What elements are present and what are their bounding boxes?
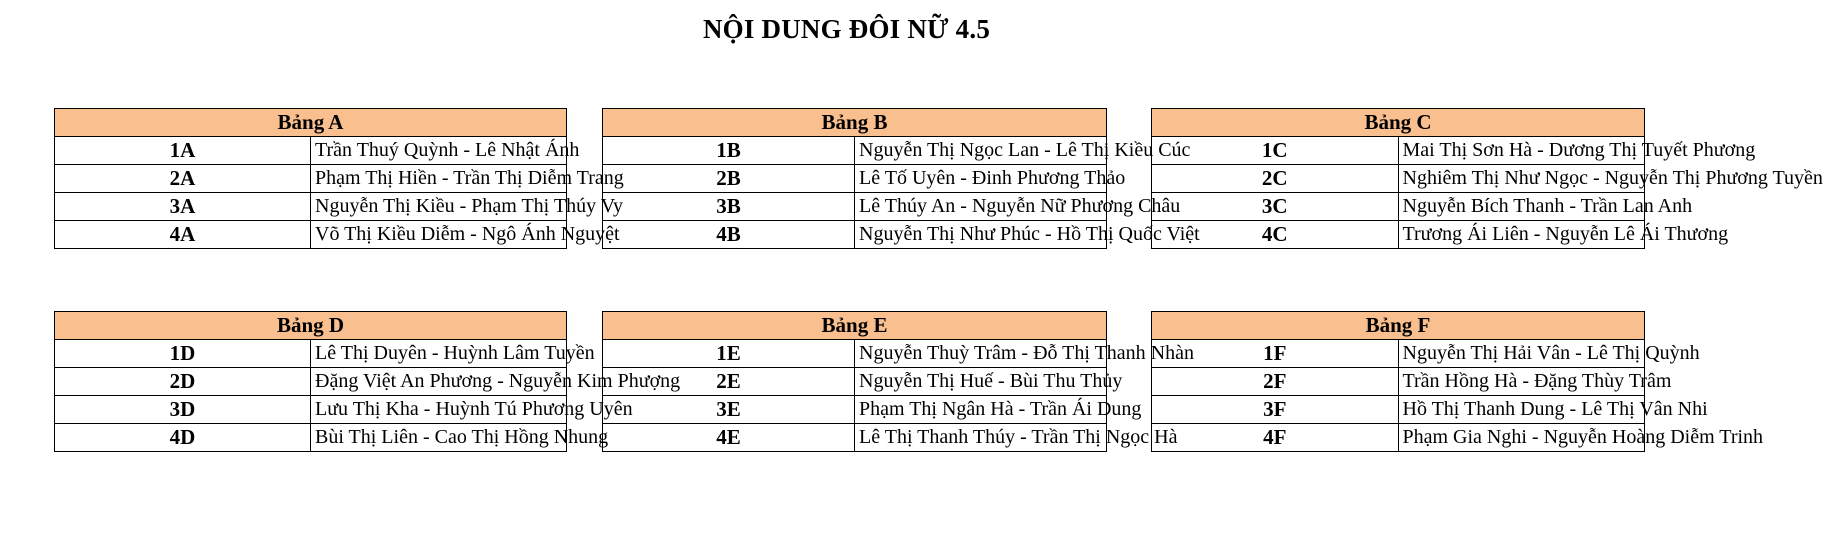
pair-names: Trương Ái Liên - Nguyễn Lê Ái Thương [1398,221,1645,249]
pair-names: Trần Hồng Hà - Đặng Thùy Trâm [1398,368,1645,396]
table-row [55,340,567,368]
pair-code: 3B [603,193,855,221]
table-row [1152,137,1645,165]
pair-code: 1F [1152,340,1399,368]
pair-code: 2D [55,368,311,396]
table-row [1152,396,1645,424]
group-header-c: Bảng C [1152,109,1645,137]
pair-names: Mai Thị Sơn Hà - Dương Thị Tuyết Phương [1398,137,1645,165]
table-row [603,193,1107,221]
pair-code: 2F [1152,368,1399,396]
table-row [1152,368,1645,396]
pair-code: 1D [55,340,311,368]
group-table-e [602,311,1194,452]
pair-names: Phạm Thị Hiền - Trần Thị Diễm Trang [311,165,567,193]
pair-names: Lê Tố Uyên - Đinh Phương Thảo [855,165,1107,193]
group-header-f: Bảng F [1152,312,1645,340]
table-row [603,137,1107,165]
pair-code: 4F [1152,424,1399,452]
pair-code: 4E [603,424,855,452]
table-row [1152,193,1645,221]
pair-names: Nguyễn Thị Ngọc Lan - Lê Thị Kiều Cúc [855,137,1107,165]
pair-names: Đặng Việt An Phương - Nguyễn Kim Phượng [311,368,567,396]
group-table-c [1151,108,1823,249]
pair-names: Phạm Thị Ngân Hà - Trần Ái Dung [855,396,1107,424]
page-title: NỘI DUNG ĐÔI NỮ 4.5 [702,14,991,44]
table-row [55,165,567,193]
pair-code: 4D [55,424,311,452]
table-row [603,165,1107,193]
pair-names: Võ Thị Kiều Diễm - Ngô Ánh Nguyệt [311,221,567,249]
pair-code: 3F [1152,396,1399,424]
pair-names: Nguyễn Bích Thanh - Trần Lan Anh [1398,193,1645,221]
pair-code: 1A [55,137,311,165]
table-row [55,137,567,165]
pair-names: Nguyễn Thị Huế - Bùi Thu Thủy [855,368,1107,396]
group-table-f [1151,311,1764,452]
pair-code: 3D [55,396,311,424]
pair-names: Phạm Gia Nghi - Nguyễn Hoàng Diễm Trinh [1398,424,1645,452]
group-header-a: Bảng A [55,109,567,137]
pair-code: 1B [603,137,855,165]
pair-code: 3E [603,396,855,424]
table-row [1152,165,1645,193]
pair-names: Lê Thị Thanh Thúy - Trần Thị Ngọc Hà [855,424,1107,452]
table-row [55,396,567,424]
pair-names: Hồ Thị Thanh Dung - Lê Thị Vân Nhi [1398,396,1645,424]
group-header-e: Bảng E [603,312,1107,340]
pair-names: Lê Thị Duyên - Huỳnh Lâm Tuyền [311,340,567,368]
pair-names: Lê Thúy An - Nguyễn Nữ Phương Châu [855,193,1107,221]
table-row [55,424,567,452]
table-row [603,340,1107,368]
group-header-b: Bảng B [603,109,1107,137]
pair-code: 2A [55,165,311,193]
table-row [603,396,1107,424]
table-row [55,221,567,249]
pair-names: Nguyễn Thuỳ Trâm - Đỗ Thị Thanh Nhàn [855,340,1107,368]
pair-code: 2E [603,368,855,396]
pair-code: 4C [1152,221,1399,249]
pair-names: Nguyễn Thị Kiều - Phạm Thị Thúy Vy [311,193,567,221]
pair-code: 1E [603,340,855,368]
table-row [1152,340,1645,368]
pair-names: Nguyễn Thị Hải Vân - Lê Thị Quỳnh [1398,340,1645,368]
group-header-d: Bảng D [55,312,567,340]
pair-names: Lưu Thị Kha - Huỳnh Tú Phương Uyên [311,396,567,424]
pair-names: Trần Thuý Quỳnh - Lê Nhật Ánh [311,137,567,165]
pair-code: 4B [603,221,855,249]
table-row [603,221,1107,249]
pair-code: 2B [603,165,855,193]
pair-names: Nghiêm Thị Như Ngọc - Nguyễn Thị Phương Tuyền [1398,165,1645,193]
table-row [603,424,1107,452]
pair-names: Bùi Thị Liên - Cao Thị Hồng Nhung [311,424,567,452]
pair-names: Nguyễn Thị Như Phúc - Hồ Thị Quốc Việt [855,221,1107,249]
table-row [1152,221,1645,249]
group-table-d [54,311,681,452]
table-row [55,368,567,396]
table-row [1152,424,1645,452]
group-table-b [602,108,1200,249]
pair-code: 2C [1152,165,1399,193]
group-table-a [54,108,624,249]
pair-code: 4A [55,221,311,249]
pair-code: 1C [1152,137,1399,165]
pair-code: 3C [1152,193,1399,221]
table-row [55,193,567,221]
table-row [603,368,1107,396]
pair-code: 3A [55,193,311,221]
